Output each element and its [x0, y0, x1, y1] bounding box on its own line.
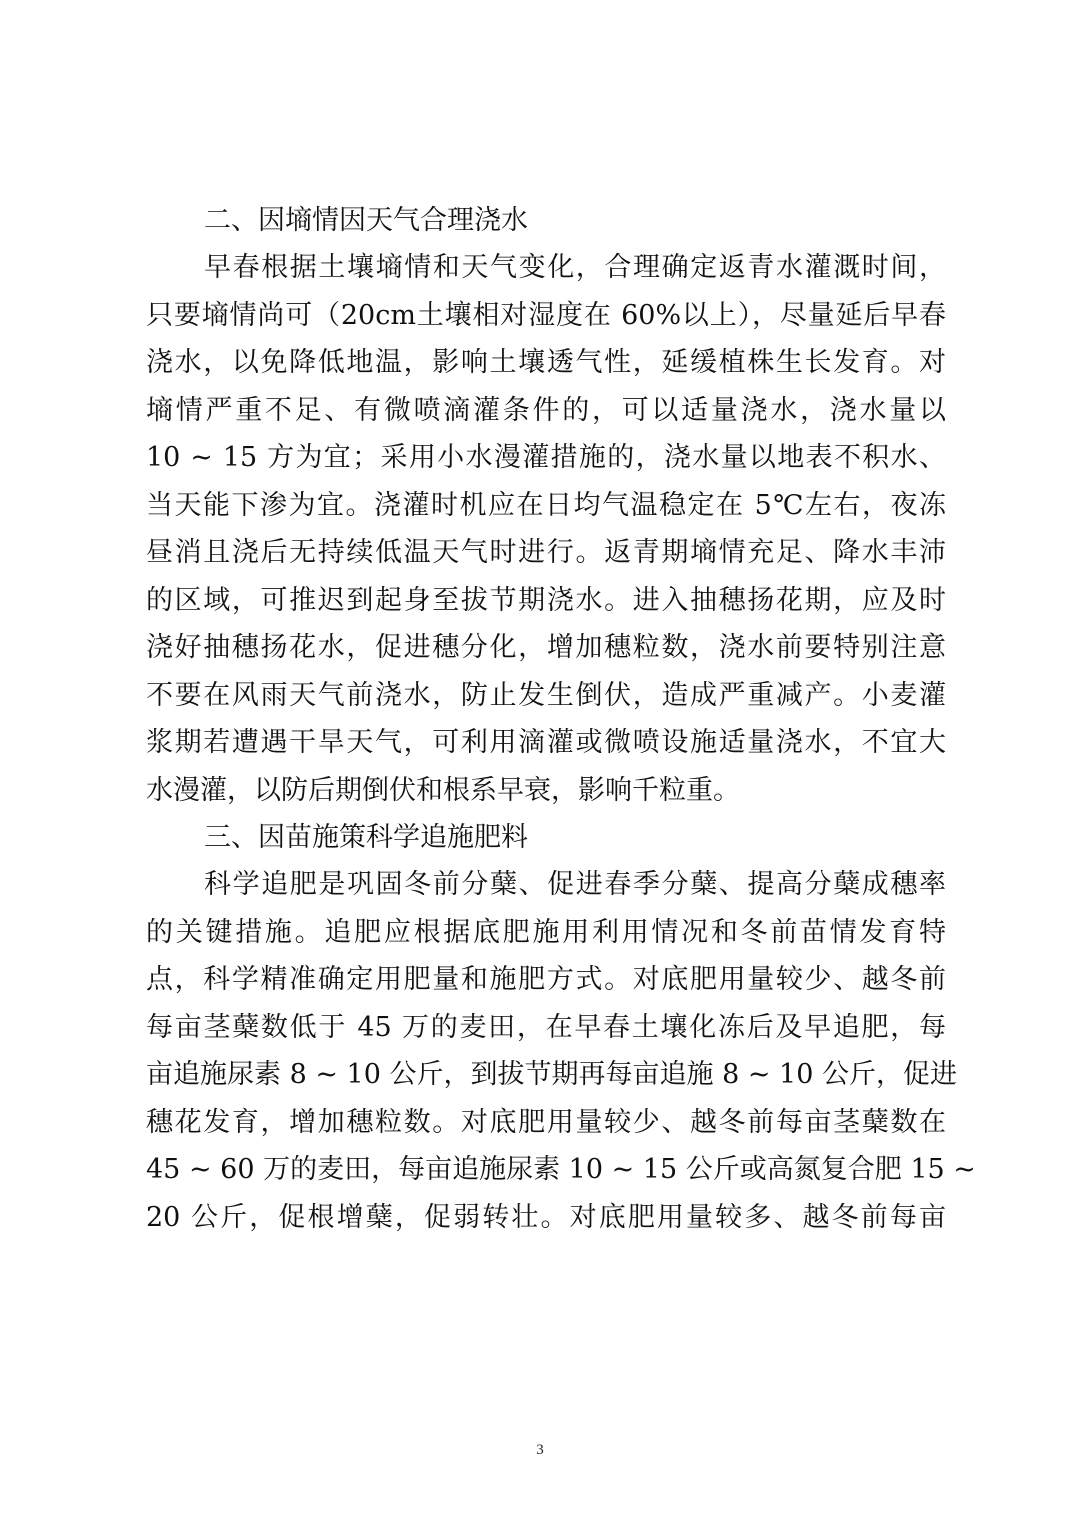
page-number: 3 — [536, 1442, 544, 1458]
text-line: 只要墒情尚可（20cm土壤相对湿度在 60%以上），尽量延后早春 — [146, 299, 946, 331]
text-line: 浇水，以免降低地温，影响土壤透气性，延缓植株生长发育。对 — [146, 347, 946, 378]
section-heading-watering: 二、因墒情因天气合理浇水 — [204, 205, 528, 236]
text-line: 穗花发育，增加穗粒数。对底肥用量较少、越冬前每亩茎蘖数在 — [146, 1106, 946, 1138]
text-line: 科学追肥是巩固冬前分蘖、促进春季分蘖、提高分蘖成穗率 — [204, 869, 946, 900]
text-line: 浆期若遭遇干旱天气，可利用滴灌或微喷设施适量浇水，不宜大 — [146, 727, 946, 758]
text-line: 墒情严重不足、有微喷滴灌条件的，可以适量浇水，浇水量以 — [146, 394, 946, 426]
paragraph-watering — [146, 244, 946, 814]
text-line: 水漫灌，以防后期倒伏和根系早衰，影响千粒重。 — [146, 774, 740, 806]
text-line: 不要在风雨天气前浇水，防止发生倒伏，造成严重减产。小麦灌 — [146, 679, 946, 711]
text-line: 亩追施尿素 8 ~ 10 公斤，到拔节期再每亩追施 8 ~ 10 公斤，促进 — [146, 1059, 957, 1090]
text-line: 点，科学精准确定用肥量和施肥方式。对底肥用量较少、越冬前 — [146, 964, 946, 995]
text-line: 早春根据土壤墒情和天气变化，合理确定返青水灌溉时间， — [204, 252, 946, 283]
document-body — [146, 197, 976, 1241]
paragraph-fertilizer — [146, 861, 976, 1241]
text-line: 浇好抽穗扬花水，促进穗分化，增加穗粒数，浇水前要特别注意 — [146, 632, 946, 663]
section-heading-fertilizer: 三、因苗施策科学追施肥料 — [204, 822, 528, 853]
text-line: 的关键措施。追肥应根据底肥施用利用情况和冬前苗情发育特 — [146, 916, 946, 948]
text-line: 45 ~ 60 万的麦田，每亩追施尿素 10 ~ 15 公斤或高氮复合肥 15 ~ — [146, 1154, 976, 1185]
text-line: 的区域，可推迟到起身至拔节期浇水。进入抽穗扬花期，应及时 — [146, 584, 946, 616]
text-line: 20 公斤，促根增蘖，促弱转壮。对底肥用量较多、越冬前每亩 — [146, 1201, 946, 1233]
text-line: 每亩茎蘖数低于 45 万的麦田，在早春土壤化冻后及早追肥，每 — [146, 1011, 946, 1043]
text-line: 当天能下渗为宜。浇灌时机应在日均气温稳定在 5℃左右，夜冻 — [146, 489, 946, 521]
text-line: 10 ~ 15 方为宜；采用小水漫灌措施的，浇水量以地表不积水、 — [146, 442, 946, 473]
text-line: 昼消且浇后无持续低温天气时进行。返青期墒情充足、降水丰沛 — [146, 537, 946, 568]
